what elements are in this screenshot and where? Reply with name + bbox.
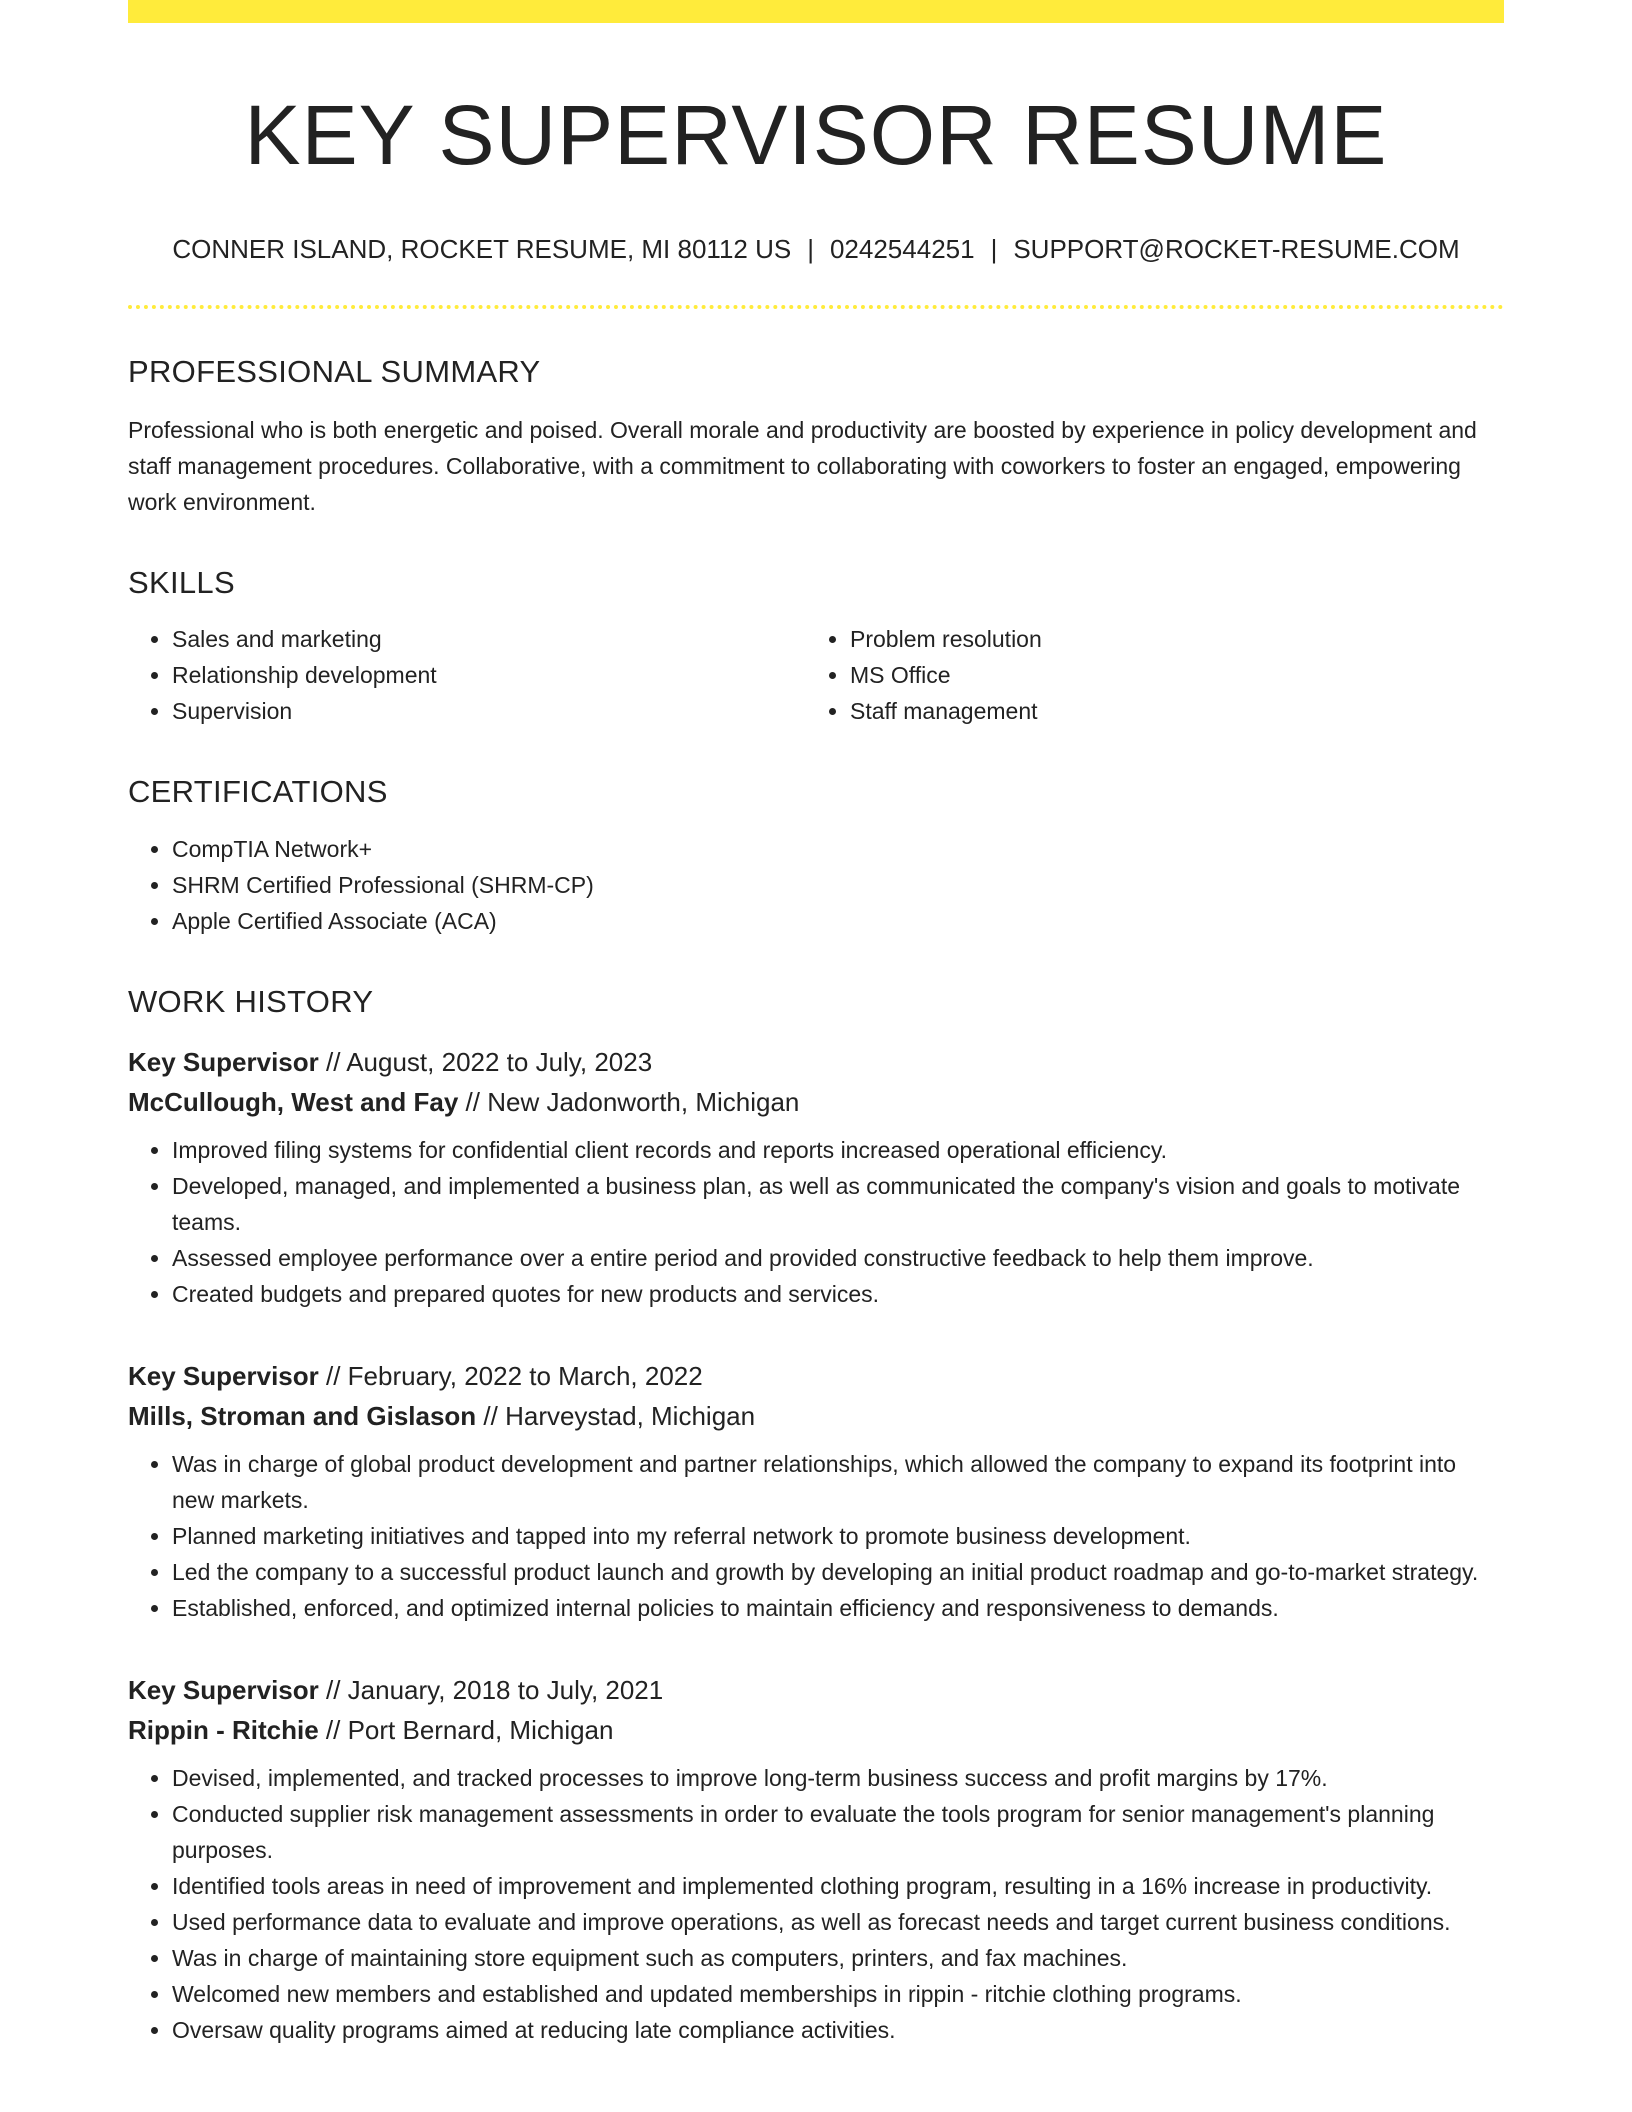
resume-page [128, 0, 1504, 2048]
job-bullets [128, 1446, 1504, 1626]
work-history-heading: WORK HISTORY [128, 983, 374, 1019]
job-location: // Harveystad, Michigan [476, 1400, 756, 1431]
job-company: Mills, Stroman and Gislason [128, 1400, 477, 1431]
skill-item: • Problem resolution [850, 621, 1484, 657]
job-bullet: • Improved filing systems for confidential client records and reports increased operational efficiency. [172, 1132, 1504, 1168]
job-company-line [128, 1710, 1504, 1750]
job-dates: // February, 2022 to March, 2022 [318, 1360, 703, 1391]
top-accent-bar [128, 0, 1504, 23]
job-bullet: • Used performance data to evaluate and improve operations, as well as forecast needs and target current business conditions. [172, 1904, 1504, 1940]
contact-phone: 0242544251 [829, 233, 975, 264]
skills-column-right [806, 621, 1484, 729]
certification-item: • CompTIA Network+ [172, 831, 1504, 867]
job-title-line [128, 1670, 1504, 1710]
job-title-line [128, 1356, 1504, 1396]
resume-title: KEY SUPERVISOR RESUME [244, 88, 1388, 182]
certifications-list [128, 831, 1504, 939]
job-company: McCullough, West and Fay [128, 1086, 459, 1117]
job-dates: // August, 2022 to July, 2023 [318, 1046, 653, 1077]
job-bullet: • Conducted supplier risk management assessments in order to evaluate the tools program for senior management's planning purposes. [172, 1796, 1504, 1868]
certifications-heading: CERTIFICATIONS [128, 774, 388, 810]
job-role: Key Supervisor [128, 1674, 319, 1705]
job-location: // New Jadonworth, Michigan [458, 1086, 800, 1117]
job-location: // Port Bernard, Michigan [318, 1714, 614, 1745]
dotted-divider [128, 305, 1504, 309]
skill-item: • Supervision [172, 693, 806, 729]
job-bullet: • Oversaw quality programs aimed at reducing late compliance activities. [172, 2012, 1504, 2048]
job-bullets [128, 1132, 1504, 1312]
job-bullet: • Planned marketing initiatives and tapped into my referral network to promote business development. [172, 1518, 1504, 1554]
job-bullet: • Created budgets and prepared quotes for new products and services. [172, 1276, 1504, 1312]
job-role: Key Supervisor [128, 1360, 319, 1391]
skills-list [128, 621, 1504, 729]
certification-item: • Apple Certified Associate (ACA) [172, 903, 1504, 939]
summary-text: Professional who is both energetic and poised. Overall morale and productivity are boosted by experience in policy development and staff management procedures. Collaborative, with a commitment to collaborating with coworkers to foster an engaged, empowering work environment. [128, 417, 1477, 516]
skill-item: • Staff management [850, 693, 1484, 729]
contact-line [128, 234, 1504, 265]
contact-email: SUPPORT@ROCKET-RESUME.COM [1013, 233, 1460, 264]
job-bullet: • Was in charge of maintaining store equipment such as computers, printers, and fax machines. [172, 1940, 1504, 1976]
job-company-line [128, 1396, 1504, 1436]
job-bullet: • Identified tools areas in need of improvement and implemented clothing program, resulting in a 16% increase in productivity. [172, 1868, 1504, 1904]
skill-item: • Sales and marketing [172, 621, 806, 657]
job-dates: // January, 2018 to July, 2021 [318, 1674, 664, 1705]
summary-heading: PROFESSIONAL SUMMARY [128, 353, 541, 389]
job-bullet: • Established, enforced, and optimized internal policies to maintain efficiency and responsiveness to demands. [172, 1590, 1504, 1626]
contact-separator: | [990, 233, 998, 264]
job-entry [128, 1670, 1504, 2048]
skill-item: • Relationship development [172, 657, 806, 693]
job-bullet: • Led the company to a successful product launch and growth by developing an initial product roadmap and go-to-market strategy. [172, 1554, 1504, 1590]
job-bullet: • Was in charge of global product development and partner relationships, which allowed the company to expand its footprint into new markets. [172, 1446, 1504, 1518]
job-entry [128, 1356, 1504, 1626]
job-role: Key Supervisor [128, 1046, 319, 1077]
job-title-line [128, 1042, 1504, 1082]
contact-separator: | [807, 233, 814, 264]
job-bullet: • Assessed employee performance over a entire period and provided constructive feedback to help them improve. [172, 1240, 1504, 1276]
job-company-line [128, 1082, 1504, 1122]
job-bullets [128, 1760, 1504, 2048]
skills-column-left [128, 621, 806, 729]
job-entry [128, 1042, 1504, 1312]
job-company: Rippin - Ritchie [128, 1714, 319, 1745]
job-bullet: • Developed, managed, and implemented a business plan, as well as communicated the company's vision and goals to motivate teams. [172, 1168, 1504, 1240]
contact-address: CONNER ISLAND, ROCKET RESUME, MI 80112 US [172, 233, 792, 264]
job-bullet: • Devised, implemented, and tracked processes to improve long-term business success and profit margins by 17%. [172, 1760, 1504, 1796]
skills-heading: SKILLS [128, 565, 235, 601]
certification-item: • SHRM Certified Professional (SHRM-CP) [172, 867, 1504, 903]
skill-item: • MS Office [850, 657, 1484, 693]
job-bullet: • Welcomed new members and established and updated memberships in rippin - ritchie clothing programs. [172, 1976, 1504, 2012]
